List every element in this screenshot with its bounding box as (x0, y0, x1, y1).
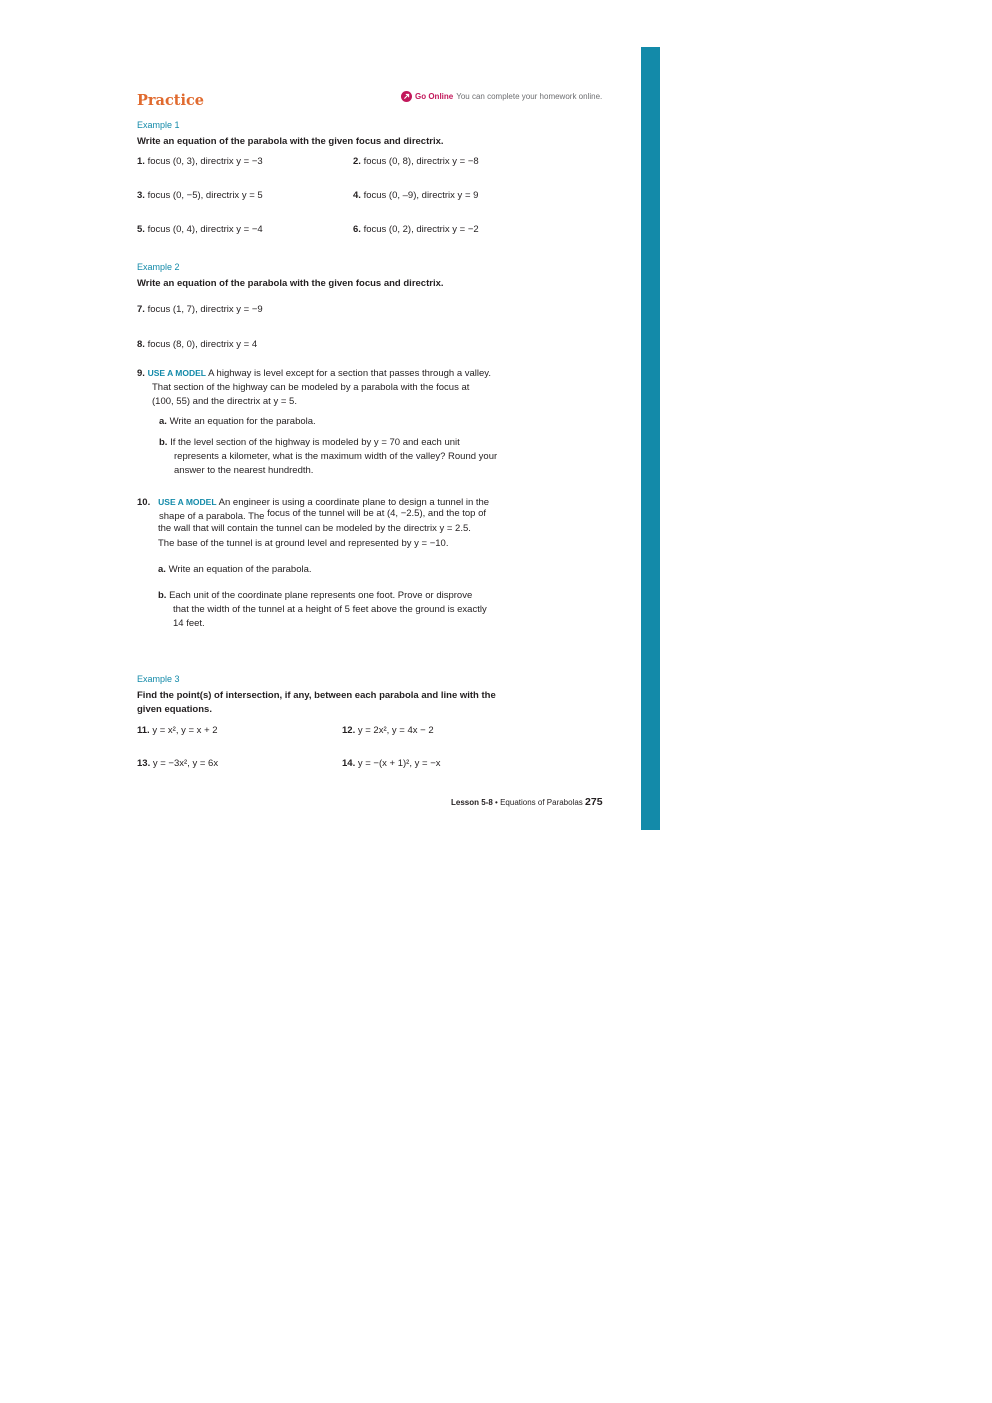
exercise-11 (137, 725, 218, 736)
page-number: 275 (585, 796, 603, 808)
exercise-12 (342, 725, 434, 736)
exercise-10-line-4: The base of the tunnel is at ground level and represented by y = −10. (158, 538, 449, 549)
exercise-number: 14. (342, 758, 356, 769)
example-1-instruction: Write an equation of the parabola with the given focus and directrix. (137, 136, 444, 147)
exercise-9b-line-3: answer to the nearest hundredth. (174, 465, 314, 476)
exercise-9-line-3: (100, 55) and the directrix at y = 5. (152, 396, 297, 407)
example-3-label: Example 3 (137, 674, 180, 684)
page-footer (451, 796, 603, 808)
part-label: b. (158, 590, 167, 601)
part-text: Write an equation for the parabola. (169, 416, 316, 427)
exercise-number: 7. (137, 304, 145, 315)
exercise-text: focus (8, 0), directrix y = 4 (147, 339, 258, 350)
example-2-instruction: Write an equation of the parabola with the given focus and directrix. (137, 278, 444, 289)
exercise-number: 2. (353, 156, 361, 167)
example-3-instruction-line-2: given equations. (137, 704, 212, 715)
part-text: Each unit of the coordinate plane represents one foot. Prove or disprove (169, 590, 473, 601)
exercise-10-line-2 (159, 510, 486, 521)
use-a-model-tag: USE A MODEL (147, 368, 206, 378)
example-3-instruction-line-1: Find the point(s) of intersection, if any, between each parabola and line with the (137, 690, 496, 701)
exercise-4 (353, 190, 478, 201)
go-online-icon (401, 91, 412, 102)
footer-topic: Equations of Parabolas (500, 798, 583, 807)
exercise-number: 3. (137, 190, 145, 201)
exercise-9b-line-2: represents a kilometer, what is the maximum width of the valley? Round your (174, 451, 498, 462)
exercise-text: y = x², y = x + 2 (152, 725, 218, 736)
exercise-text: focus (0, −5), directrix y = 5 (147, 190, 263, 201)
exercise-6 (353, 224, 479, 235)
exercise-text: y = −3x², y = 6x (152, 758, 219, 769)
side-color-bar (641, 47, 660, 830)
exercise-number: 13. (137, 758, 151, 769)
exercise-7 (137, 304, 263, 315)
footer-lesson: Lesson 5-8 (451, 798, 493, 807)
exercise-10a (158, 564, 312, 575)
exercise-8 (137, 339, 257, 350)
go-online-banner[interactable] (401, 91, 602, 102)
exercise-9-line-2: That section of the highway can be modeled by a parabola with the focus at (152, 382, 470, 393)
go-online-text: You can complete your homework online. (456, 92, 603, 101)
exercise-9a (159, 416, 316, 427)
exercise-text: focus (0, 4), directrix y = −4 (147, 224, 263, 235)
example-2-label: Example 2 (137, 262, 180, 272)
exercise-text: y = −(x + 1)², y = −x (357, 758, 441, 769)
exercise-text: A highway is level except for a section that passes through a valley. (208, 368, 491, 379)
exercise-text: y = 2x², y = 4x − 2 (357, 725, 434, 736)
exercise-10b-line-2: that the width of the tunnel at a height of 5 feet above the ground is exactly (173, 604, 487, 615)
exercise-text: focus (1, 7), directrix y = −9 (147, 304, 263, 315)
exercise-text: focus (0, 3), directrix y = −3 (147, 156, 263, 167)
exercise-number: 12. (342, 725, 356, 736)
exercise-number: 5. (137, 224, 145, 235)
exercise-10b-line-3: 14 feet. (173, 618, 205, 629)
exercise-2 (353, 156, 479, 167)
exercise-number: 6. (353, 224, 361, 235)
part-label: a. (158, 564, 166, 575)
exercise-10-line-1 (137, 497, 489, 508)
exercise-number: 1. (137, 156, 145, 167)
go-online-label: Go Online (415, 92, 454, 101)
exercise-1 (137, 156, 263, 167)
example-1-label: Example 1 (137, 120, 180, 130)
footer-separator: • (495, 798, 498, 807)
page-title: Practice (137, 92, 205, 109)
exercise-9-line-1 (137, 368, 491, 379)
exercise-9b-line-1 (159, 437, 460, 448)
exercise-3 (137, 190, 263, 201)
exercise-text: shape of a parabola. The (159, 511, 265, 522)
exercise-text: focus (0, 8), directrix y = −8 (363, 156, 479, 167)
part-label: b. (159, 437, 168, 448)
exercise-number: 9. (137, 368, 145, 379)
part-label: a. (159, 416, 167, 427)
exercise-number: 11. (137, 725, 150, 736)
exercise-5 (137, 224, 263, 235)
exercise-10-line-3: the wall that will contain the tunnel can be modeled by the directrix y = 2.5. (158, 523, 471, 534)
exercise-number: 8. (137, 339, 145, 350)
exercise-10b-line-1 (158, 590, 472, 601)
exercise-number: 4. (353, 190, 361, 201)
exercise-text: focus (0, 2), directrix y = −2 (363, 224, 479, 235)
exercise-text: focus of the tunnel will be at (4, −2.5), and the top of (267, 508, 487, 519)
exercise-14 (342, 758, 441, 769)
exercise-13 (137, 758, 218, 769)
use-a-model-tag: USE A MODEL (158, 497, 217, 507)
exercise-text: focus (0, –9), directrix y = 9 (363, 190, 479, 201)
part-text: If the level section of the highway is modeled by y = 70 and each unit (170, 437, 460, 448)
exercise-number: 10. (137, 497, 151, 508)
part-text: Write an equation of the parabola. (168, 564, 312, 575)
exercise-text: An engineer is using a coordinate plane to design a tunnel in the (218, 497, 490, 508)
